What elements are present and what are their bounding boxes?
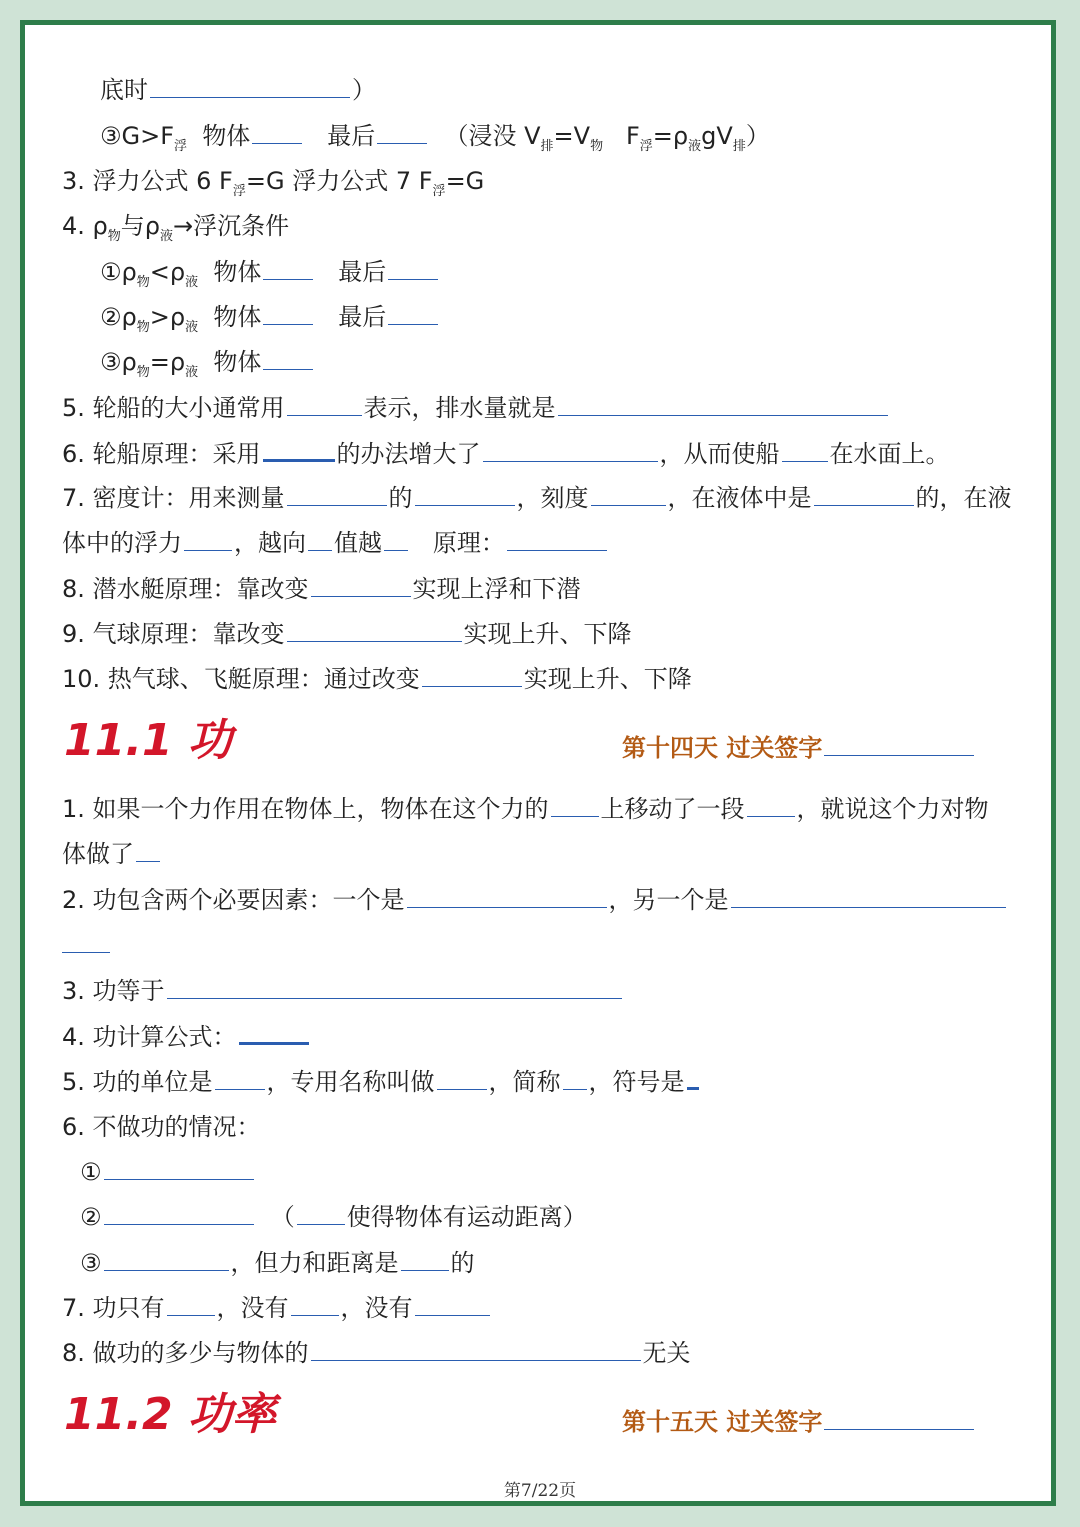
- subscript: 液: [185, 364, 199, 380]
- fill-blank[interactable]: [252, 121, 302, 144]
- fill-blank[interactable]: [687, 1065, 699, 1090]
- subscript: 浮: [639, 138, 653, 154]
- text: 物体: [213, 348, 262, 376]
- text: ，没有: [216, 1294, 289, 1322]
- work-q5: [62, 1065, 701, 1098]
- text: 7. 密度计：用来测量: [62, 484, 285, 512]
- subscript: 物: [107, 228, 121, 244]
- fill-blank[interactable]: [311, 1338, 641, 1361]
- fill-blank[interactable]: [150, 75, 350, 98]
- subscript: 物: [590, 138, 604, 154]
- work-q6-1: [80, 1156, 256, 1188]
- text: =G: [445, 167, 485, 195]
- fill-blank[interactable]: [551, 794, 599, 817]
- text: ，越向: [234, 529, 306, 557]
- text: （浸没 V: [444, 122, 541, 150]
- text: 上移动了一段: [600, 795, 745, 823]
- signature-line-day15: [622, 1406, 976, 1438]
- section-title-work: 11.1 功: [64, 715, 232, 766]
- text: =ρ: [652, 122, 689, 150]
- text: 8. 潜水艇原理：靠改变: [62, 575, 309, 603]
- text: 物体: [202, 122, 251, 150]
- work-q2: [62, 884, 1008, 916]
- buoyancy-line-5: [62, 392, 890, 424]
- fill-blank[interactable]: [287, 619, 462, 642]
- fill-blank[interactable]: [263, 437, 335, 462]
- text: 最后: [338, 303, 387, 331]
- fill-blank[interactable]: [184, 528, 232, 551]
- text: 的，在液: [915, 484, 1012, 512]
- text: 3. 功等于: [62, 977, 165, 1005]
- text: 10. 热气球、飞艇原理：通过改变: [62, 665, 420, 693]
- fill-blank[interactable]: [388, 302, 438, 325]
- condition-1: [100, 256, 440, 299]
- fill-blank[interactable]: [287, 393, 362, 416]
- subscript: 浮: [174, 138, 188, 154]
- fill-blank[interactable]: [415, 483, 515, 506]
- text: 的: [450, 1249, 475, 1277]
- fill-blank[interactable]: [311, 574, 411, 597]
- text: 4. ρ: [62, 212, 108, 240]
- condition-2: [100, 301, 440, 344]
- text: （: [270, 1203, 295, 1231]
- text: 最后: [338, 258, 387, 286]
- subscript: 液: [185, 274, 199, 290]
- text: ）: [745, 122, 770, 150]
- text: 3. 浮力公式 6 F: [62, 167, 233, 195]
- fill-blank[interactable]: [384, 528, 408, 551]
- fill-blank[interactable]: [291, 1293, 339, 1316]
- fill-blank[interactable]: [263, 347, 313, 370]
- text: 4. 功计算公式：: [62, 1023, 237, 1051]
- signature-line-day14: [622, 732, 976, 764]
- text: gV: [701, 122, 733, 150]
- text: ，从而使船: [659, 440, 780, 468]
- text: 底时: [100, 76, 148, 104]
- fill-blank[interactable]: [401, 1248, 449, 1271]
- text: ①: [80, 1158, 102, 1186]
- fill-blank[interactable]: [377, 121, 427, 144]
- text: →浮沉条件: [173, 212, 290, 240]
- text: 体做了: [62, 840, 134, 868]
- text: 实现上升、下降: [523, 665, 692, 693]
- text: 5. 功的单位是: [62, 1068, 213, 1096]
- subscript: 浮: [432, 183, 446, 199]
- text: 8. 做功的多少与物体的: [62, 1339, 309, 1367]
- text: 2. 功包含两个必要因素：一个是: [62, 886, 405, 914]
- text: ，另一个是: [608, 886, 729, 914]
- work-q8: [62, 1337, 691, 1369]
- work-q1b: [62, 838, 162, 870]
- text: ，刻度: [516, 484, 589, 512]
- fill-blank[interactable]: [215, 1067, 265, 1090]
- fill-blank[interactable]: [731, 885, 1006, 908]
- subscript: 物: [136, 364, 150, 380]
- text: 在水面上。: [829, 440, 950, 468]
- fill-blank[interactable]: [507, 528, 607, 551]
- fill-blank[interactable]: [782, 439, 828, 462]
- buoyancy-line-4: [62, 210, 289, 253]
- subscript: 排: [732, 138, 746, 154]
- work-q7: [62, 1292, 492, 1324]
- text: <ρ: [149, 258, 186, 286]
- fill-blank[interactable]: [287, 483, 387, 506]
- text: ，在液体中是: [667, 484, 812, 512]
- text: ，符号是: [588, 1068, 685, 1096]
- fill-blank[interactable]: [239, 1020, 309, 1045]
- fill-blank[interactable]: [483, 439, 658, 462]
- work-q6-3: [80, 1247, 475, 1279]
- text: ，但力和距离是: [230, 1249, 399, 1277]
- fill-blank[interactable]: [558, 393, 888, 416]
- fill-blank[interactable]: [104, 1248, 229, 1271]
- text: =G 浮力公式 7 F: [245, 167, 433, 195]
- text: 无关: [642, 1339, 691, 1367]
- text: ②: [80, 1203, 102, 1231]
- work-q3: [62, 975, 624, 1007]
- signature-label: 第十五天 过关签字: [622, 1408, 823, 1436]
- condition-3: [100, 346, 315, 389]
- buoyancy-line-1: [100, 74, 376, 106]
- text: 实现上升、下降: [463, 620, 632, 648]
- fill-blank[interactable]: [62, 930, 110, 953]
- text: >ρ: [149, 303, 186, 331]
- text: F: [625, 122, 640, 150]
- text: =V: [553, 122, 591, 150]
- page-number: 第7/22页: [503, 1481, 577, 1501]
- text: 实现上浮和下潜: [412, 575, 581, 603]
- section-title-power: 11.2 功率: [64, 1389, 276, 1440]
- text: ③ρ: [100, 348, 137, 376]
- work-q1: [62, 793, 989, 825]
- text: 的办法增大了: [336, 440, 481, 468]
- text: 值越: [334, 529, 382, 557]
- text: ③G>F: [100, 122, 175, 150]
- subscript: 浮: [232, 183, 246, 199]
- text: ②ρ: [100, 303, 137, 331]
- buoyancy-line-8: [62, 573, 581, 605]
- fill-blank[interactable]: [167, 976, 622, 999]
- text: ）: [352, 76, 376, 104]
- subscript: 液: [185, 319, 199, 335]
- subscript: 液: [688, 138, 702, 154]
- buoyancy-line-10: [62, 663, 692, 695]
- fill-blank[interactable]: [437, 1067, 487, 1090]
- text: =ρ: [149, 348, 186, 376]
- fill-blank[interactable]: [747, 794, 795, 817]
- fill-blank[interactable]: [136, 839, 160, 862]
- text: 7. 功只有: [62, 1294, 165, 1322]
- fill-blank[interactable]: [104, 1157, 254, 1180]
- fill-blank[interactable]: [388, 257, 438, 280]
- fill-blank[interactable]: [415, 1293, 490, 1316]
- subscript: 排: [540, 138, 554, 154]
- subscript: 物: [136, 274, 150, 290]
- text: 物体: [213, 258, 262, 286]
- fill-blank[interactable]: [167, 1293, 215, 1316]
- text: 6. 不做功的情况：: [62, 1113, 261, 1141]
- text: ，没有: [340, 1294, 413, 1322]
- text: 的: [388, 484, 413, 512]
- text: 6. 轮船原理：采用: [62, 440, 261, 468]
- signature-blank[interactable]: [824, 733, 974, 756]
- subscript: 液: [160, 228, 174, 244]
- fill-blank[interactable]: [308, 528, 332, 551]
- fill-blank[interactable]: [297, 1202, 345, 1225]
- text: 与ρ: [120, 212, 161, 240]
- fill-blank[interactable]: [263, 302, 313, 325]
- fill-blank[interactable]: [814, 483, 914, 506]
- fill-blank[interactable]: [407, 885, 607, 908]
- subscript: 物: [136, 319, 150, 335]
- signature-label: 第十四天 过关签字: [622, 734, 823, 762]
- text: 1. 如果一个力作用在物体上，物体在这个力的: [62, 795, 549, 823]
- fill-blank[interactable]: [422, 664, 522, 687]
- buoyancy-line-9: [62, 618, 632, 650]
- fill-blank[interactable]: [263, 257, 313, 280]
- text: 5. 轮船的大小通常用: [62, 394, 285, 422]
- text: 9. 气球原理：靠改变: [62, 620, 285, 648]
- fill-blank[interactable]: [563, 1067, 587, 1090]
- work-q6: [62, 1111, 261, 1143]
- work-q6-2: [80, 1201, 587, 1233]
- text: ，专用名称叫做: [266, 1068, 435, 1096]
- text: 物体: [213, 303, 262, 331]
- fill-blank[interactable]: [591, 483, 666, 506]
- work-q4: [62, 1020, 311, 1053]
- buoyancy-line-6: [62, 437, 950, 470]
- text: ③: [80, 1249, 102, 1277]
- text: 表示，排水量就是: [363, 394, 556, 422]
- buoyancy-line-3: [62, 165, 484, 208]
- work-q2-continuation: [62, 929, 110, 961]
- signature-blank[interactable]: [824, 1407, 974, 1430]
- buoyancy-line-7b: [62, 527, 609, 559]
- text: ，简称: [488, 1068, 561, 1096]
- text: 体中的浮力: [62, 529, 182, 557]
- text: 使得物体有运动距离）: [346, 1203, 587, 1231]
- buoyancy-line-2: [100, 120, 770, 163]
- fill-blank[interactable]: [104, 1202, 254, 1225]
- text: 原理：: [432, 529, 505, 557]
- text: ，就说这个力对物: [796, 795, 989, 823]
- text: ①ρ: [100, 258, 137, 286]
- text: 最后: [327, 122, 376, 150]
- buoyancy-line-7: [62, 482, 1012, 514]
